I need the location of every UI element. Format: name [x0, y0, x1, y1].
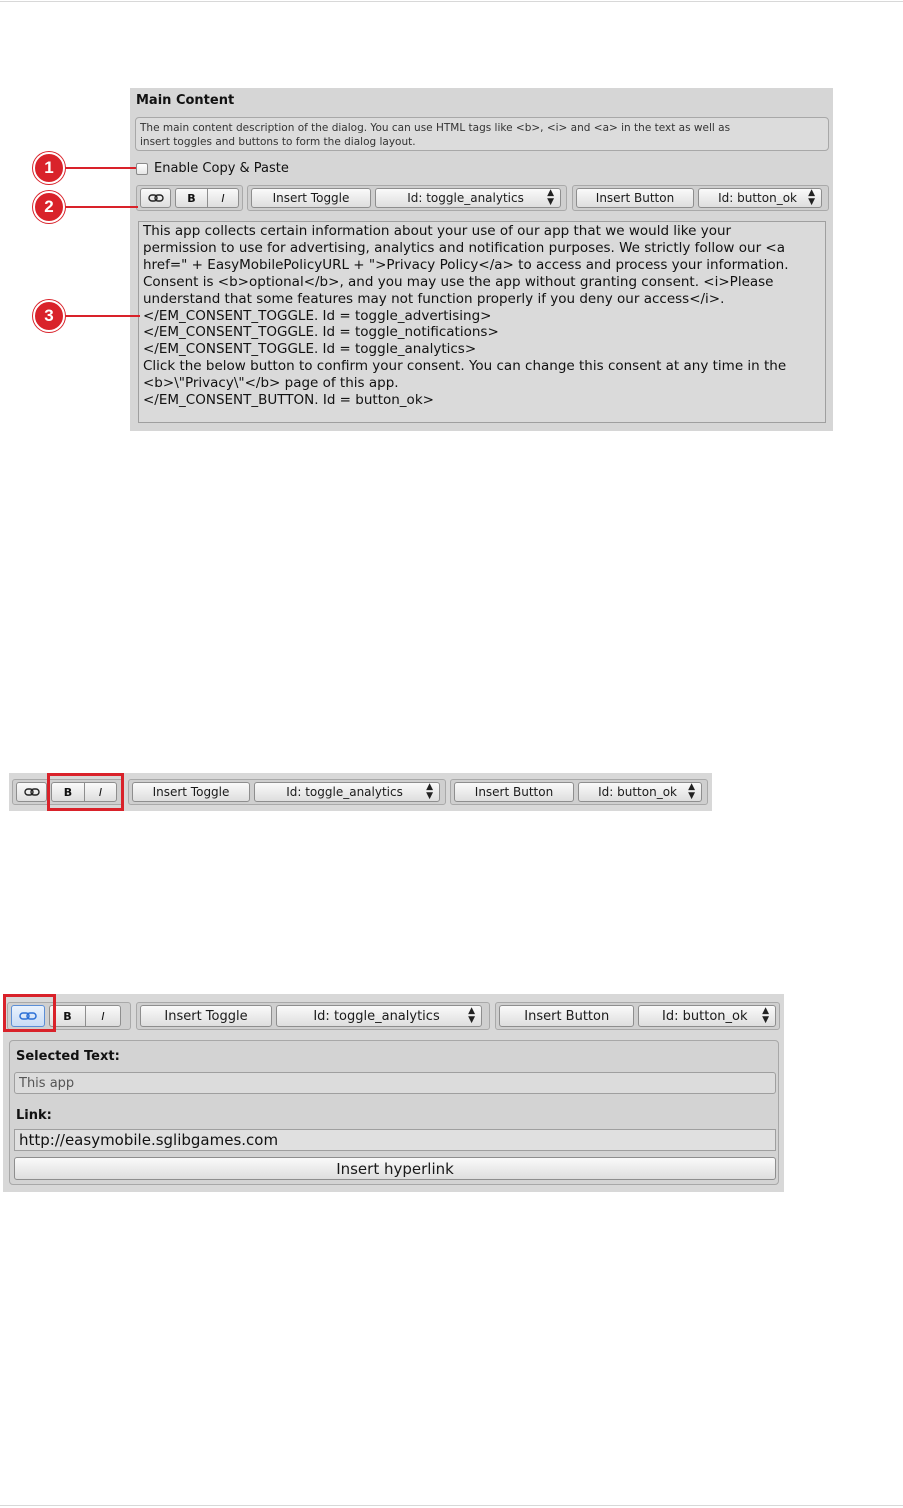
link-label: Link:	[16, 1108, 52, 1123]
toggle-id-dropdown[interactable]	[276, 1005, 482, 1027]
button-id-dropdown[interactable]	[638, 1005, 776, 1027]
toggle-button-group	[136, 1002, 490, 1030]
description-line: The main content description of the dialog. You can use HTML tags like <b>, <i> and <a> in the text as well as	[140, 122, 731, 134]
callout-3-badge: 3	[33, 300, 65, 332]
content-line: understand that some features may not function properly if you deny our access</i>.	[143, 290, 725, 307]
description-line: insert toggles and buttons to form the dialog layout.	[140, 136, 416, 148]
section-title: Main Content	[136, 93, 235, 108]
button-id-label: Id: button_ok	[598, 785, 677, 799]
link-icon	[24, 787, 40, 797]
button-id-label: Id: button_ok	[662, 1008, 748, 1024]
updown-arrow-icon: ▲ ▼	[547, 188, 554, 207]
bold-italic-segment	[175, 188, 239, 208]
hyperlink-editor-panel	[3, 994, 784, 1192]
insert-hyperlink-button[interactable]: Insert hyperlink	[14, 1157, 776, 1180]
updown-arrow-icon: ▲ ▼	[762, 1006, 769, 1025]
content-line: Consent is <b>optional</b>, and you may use the app without granting consent. <i>Please	[143, 273, 774, 290]
link-button-highlight-box	[3, 994, 56, 1032]
selected-text-label: Selected Text:	[16, 1049, 120, 1064]
callout-3-line	[60, 315, 140, 317]
button-id-dropdown[interactable]	[578, 782, 702, 802]
italic-button[interactable]: I	[207, 189, 238, 207]
insert-button-button[interactable]: Insert Button	[454, 782, 574, 802]
main-content-textarea[interactable]	[138, 221, 826, 423]
insert-button-button[interactable]: Insert Button	[576, 188, 694, 208]
page-bottom-rule	[0, 1505, 903, 1506]
updown-arrow-icon: ▲ ▼	[426, 782, 433, 801]
insert-link-button[interactable]	[140, 188, 171, 208]
callout-1-badge: 1	[33, 152, 65, 184]
updown-arrow-icon: ▲ ▼	[808, 188, 815, 207]
callout-2-badge: 2	[33, 191, 65, 223]
callout-2-line	[60, 206, 138, 208]
content-line: </EM_CONSENT_TOGGLE. Id = toggle_analytics>	[143, 341, 477, 358]
selected-text-field[interactable]: This app	[14, 1072, 776, 1094]
toggle-button-group	[247, 185, 567, 211]
bold-button[interactable]: B	[63, 785, 73, 799]
insert-link-button[interactable]	[16, 782, 47, 802]
insert-toggle-button[interactable]: Insert Toggle	[132, 782, 250, 802]
content-line: </EM_CONSENT_TOGGLE. Id = toggle_notifications>	[143, 324, 499, 341]
description-help-box	[135, 117, 829, 151]
updown-arrow-icon: ▲ ▼	[688, 782, 695, 801]
format-toolbar-highlight-panel	[9, 773, 712, 811]
italic-button[interactable]: I	[85, 1006, 120, 1026]
bold-button[interactable]: B	[187, 191, 196, 205]
bold-button[interactable]: B	[63, 1009, 72, 1023]
toggle-id-dropdown[interactable]	[375, 188, 561, 208]
link-icon	[148, 193, 164, 203]
toggle-id-label: Id: toggle_analytics	[313, 1008, 440, 1024]
toggle-button-group	[128, 779, 446, 805]
button-button-group	[572, 185, 829, 211]
link-input[interactable]: http://easymobile.sglibgames.com	[14, 1129, 776, 1151]
format-button-group	[136, 185, 243, 211]
button-button-group	[495, 1002, 780, 1030]
hyperlink-form	[9, 1040, 779, 1185]
enable-copy-paste-checkbox[interactable]	[136, 163, 148, 175]
page-top-rule	[0, 1, 903, 2]
insert-button-button[interactable]: Insert Button	[499, 1005, 634, 1027]
bold-italic-segment	[49, 1005, 121, 1027]
content-line: href=" + EasyMobilePolicyURL + ">Privacy Policy</a> to access and process your information.	[143, 256, 789, 273]
insert-toggle-button[interactable]: Insert Toggle	[140, 1005, 272, 1027]
button-button-group	[450, 779, 708, 805]
content-line: Click the below button to confirm your consent. You can change this consent at any time in the	[143, 358, 787, 375]
enable-copy-paste-label: Enable Copy & Paste	[154, 161, 289, 176]
content-line: </EM_CONSENT_TOGGLE. Id = toggle_advertising>	[143, 307, 492, 324]
bold-italic-highlight-box	[47, 773, 124, 811]
updown-arrow-icon: ▲ ▼	[468, 1006, 475, 1025]
content-line: <b>\"Privacy\"</b> page of this app.	[143, 375, 399, 392]
toggle-id-label: Id: toggle_analytics	[407, 191, 524, 205]
button-id-label: Id: button_ok	[718, 191, 797, 205]
button-id-dropdown[interactable]	[698, 188, 822, 208]
callout-1-line	[60, 167, 136, 169]
content-line: This app collects certain information about your use of our app that we would like your	[143, 223, 732, 239]
enable-copy-paste-row[interactable]	[136, 161, 289, 176]
italic-button[interactable]: I	[84, 783, 116, 801]
main-content-inspector	[130, 88, 833, 431]
content-line: </EM_CONSENT_BUTTON. Id = button_ok>	[143, 392, 434, 409]
insert-toggle-button[interactable]: Insert Toggle	[251, 188, 371, 208]
toggle-id-dropdown[interactable]	[254, 782, 440, 802]
content-line: permission to use for advertising, analytics and notification purposes. We strictly follow our <a	[143, 239, 785, 256]
toggle-id-label: Id: toggle_analytics	[286, 785, 403, 799]
